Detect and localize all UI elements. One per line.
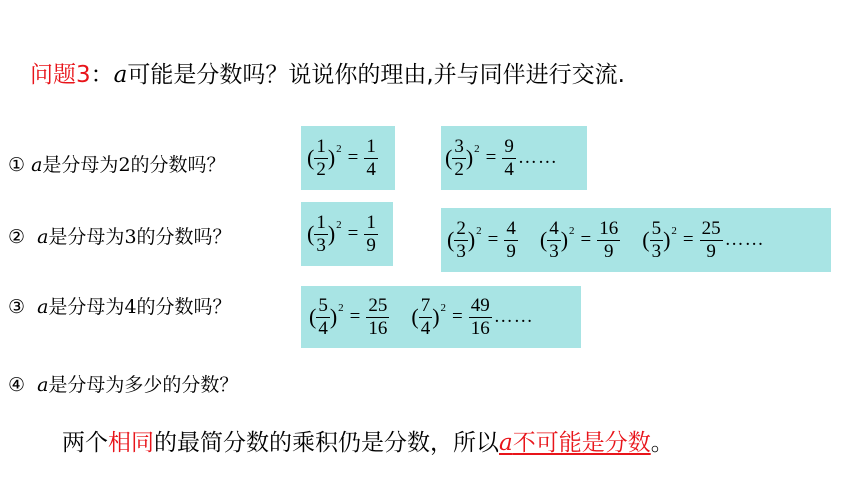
- square-equation: [540, 218, 620, 263]
- exponent: 2: [569, 225, 575, 237]
- numerator: 4: [549, 217, 559, 239]
- denominator: 2: [316, 158, 326, 180]
- conclusion-period: 。: [650, 430, 674, 456]
- base-fraction: [419, 295, 433, 340]
- equals-sign: =: [452, 306, 463, 327]
- numerator: 25: [368, 294, 388, 316]
- numerator: 49: [470, 294, 490, 316]
- formula-box-three-halves: [441, 126, 587, 190]
- square-equation: [447, 218, 518, 263]
- equals-sign: =: [580, 229, 592, 250]
- exponent: 2: [338, 302, 344, 314]
- ellipsis: ……: [724, 229, 765, 250]
- numerator: 1: [366, 135, 376, 157]
- denominator-value: 4: [124, 296, 137, 318]
- equals-sign: =: [347, 223, 359, 244]
- denominator: 9: [506, 240, 516, 262]
- left-paren: (: [539, 227, 548, 252]
- denominator: 3: [651, 240, 662, 262]
- result-fraction: [502, 136, 516, 181]
- marker: ①: [8, 154, 26, 176]
- square-equation: [307, 136, 378, 181]
- result-fraction: [364, 136, 378, 181]
- result-fraction: [364, 212, 378, 257]
- exponent: 2: [336, 143, 342, 155]
- variable: a: [37, 226, 49, 248]
- base-fraction: [316, 295, 330, 340]
- numerator: 5: [651, 217, 662, 239]
- sub-question-1: [8, 150, 226, 177]
- base-fraction: [547, 218, 561, 263]
- left-paren: (: [447, 227, 455, 252]
- numerator: 3: [454, 135, 464, 157]
- denominator: 3: [316, 234, 326, 256]
- title-colon: ：: [90, 62, 114, 88]
- square-equation: [307, 212, 378, 257]
- denominator: 4: [366, 158, 376, 180]
- base-fraction: [454, 218, 468, 263]
- question-title: [30, 56, 625, 89]
- formula-box-thirds: [441, 208, 831, 272]
- numerator: 1: [316, 211, 326, 233]
- base-fraction: [314, 212, 328, 257]
- conclusion-line: [62, 424, 674, 457]
- right-paren: ): [663, 227, 671, 252]
- denominator: 16: [368, 317, 388, 339]
- result-fraction: [700, 218, 723, 263]
- ellipsis: ……: [517, 147, 558, 168]
- result-fraction: [597, 218, 620, 263]
- denominator: 9: [706, 240, 716, 262]
- question-text: 是分母为: [48, 226, 125, 248]
- square-equation: [642, 218, 764, 263]
- numerator: 1: [316, 135, 326, 157]
- sub-question-3: [8, 292, 232, 319]
- left-paren: (: [445, 145, 453, 170]
- right-paren: ): [465, 145, 474, 170]
- denominator: 9: [604, 240, 614, 262]
- numerator: 25: [701, 217, 721, 239]
- exponent: 2: [671, 225, 677, 237]
- exponent: 2: [440, 302, 447, 314]
- equals-sign: =: [487, 229, 499, 250]
- question-text: 的分数吗？: [130, 154, 226, 176]
- numerator: 7: [420, 294, 431, 316]
- denominator-value: 2: [118, 154, 131, 176]
- equals-sign: =: [485, 147, 497, 168]
- denominator: 16: [470, 317, 490, 339]
- equals-sign: =: [349, 306, 361, 327]
- question-number: 问题3: [30, 62, 91, 88]
- denominator: 9: [366, 234, 376, 256]
- formula-box-quarters: [301, 286, 581, 348]
- left-paren: (: [309, 304, 317, 329]
- denominator: 4: [504, 158, 514, 180]
- numerator: 16: [599, 217, 619, 239]
- equals-sign: =: [347, 147, 359, 168]
- conclusion-underlined: 不可能是分数: [512, 430, 651, 456]
- right-paren: ): [467, 227, 476, 252]
- numerator: 9: [504, 135, 514, 157]
- conclusion-text: 的最简分数的乘积仍是分数，所以: [154, 430, 499, 456]
- left-paren: (: [411, 304, 419, 329]
- highlight-same: 相同: [108, 430, 154, 456]
- marker: ④: [8, 374, 26, 396]
- ellipsis: ……: [493, 306, 534, 327]
- numerator: 5: [318, 294, 328, 316]
- left-paren: (: [307, 145, 315, 170]
- formula-box-half: [301, 126, 395, 190]
- marker: ③: [8, 296, 26, 318]
- exponent: 2: [474, 143, 480, 155]
- square-equation: [309, 295, 389, 340]
- denominator: 4: [420, 317, 431, 339]
- right-paren: ): [432, 304, 440, 329]
- right-paren: ): [560, 227, 569, 252]
- square-equation: [411, 295, 533, 340]
- right-paren: ): [327, 221, 336, 246]
- marker: ②: [8, 226, 26, 248]
- denominator: 3: [456, 240, 466, 262]
- equals-sign: =: [682, 229, 694, 250]
- question-text: 是分母为多少的分数？: [48, 374, 239, 396]
- denominator: 3: [549, 240, 559, 262]
- variable: a: [37, 296, 49, 318]
- right-paren: ): [327, 145, 336, 170]
- sub-question-2: [8, 222, 232, 249]
- right-paren: ): [329, 304, 338, 329]
- variable: a: [37, 374, 49, 396]
- question-text: 的分数吗？: [136, 226, 232, 248]
- conclusion-text: 两个: [62, 430, 108, 456]
- question-text: 是分母为: [48, 296, 125, 318]
- title-variable: a: [113, 62, 128, 88]
- exponent: 2: [336, 219, 342, 231]
- numerator: 2: [456, 217, 466, 239]
- denominator-value: 3: [124, 226, 137, 248]
- conclusion-variable: a: [499, 430, 513, 456]
- base-fraction: [650, 218, 664, 263]
- denominator: 2: [454, 158, 464, 180]
- square-equation: [445, 136, 558, 181]
- sub-question-4: [8, 370, 238, 397]
- base-fraction: [452, 136, 466, 181]
- exponent: 2: [476, 225, 482, 237]
- question-text: 是分母为: [42, 154, 119, 176]
- denominator: 4: [318, 317, 328, 339]
- formula-box-third: [301, 202, 393, 266]
- numerator: 1: [366, 211, 376, 233]
- base-fraction: [314, 136, 328, 181]
- variable: a: [31, 154, 43, 176]
- left-paren: (: [642, 227, 650, 252]
- title-text: 可能是分数吗？说说你的理由,并与同伴进行交流.: [127, 62, 625, 88]
- result-fraction: [469, 295, 492, 340]
- result-fraction: [366, 295, 389, 340]
- result-fraction: [504, 218, 518, 263]
- left-paren: (: [307, 221, 315, 246]
- question-text: 的分数吗？: [136, 296, 232, 318]
- numerator: 4: [506, 217, 516, 239]
